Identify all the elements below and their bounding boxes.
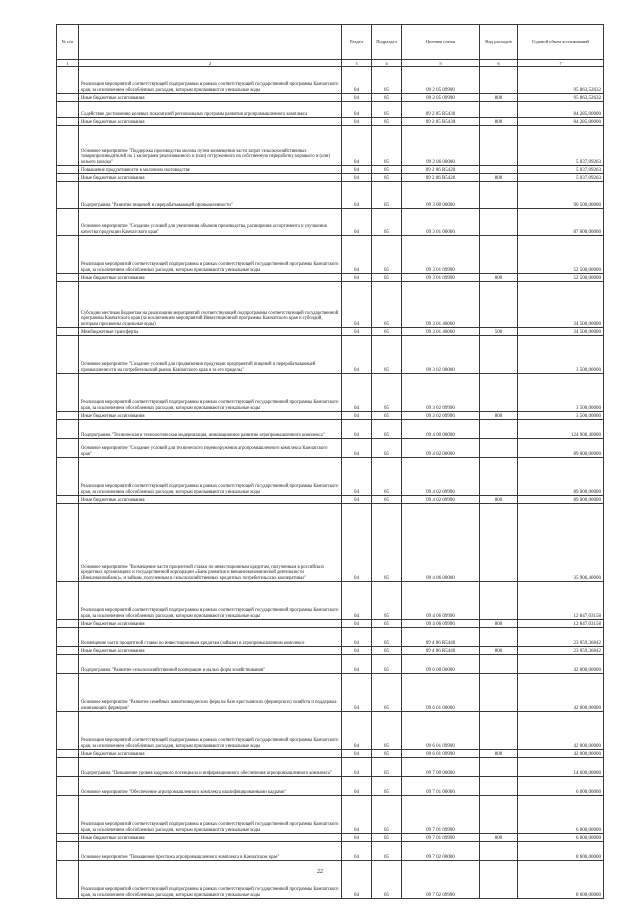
row-podrazdel: 05 [372,236,402,274]
row-amount: 34 500,00000 [518,282,604,328]
row-name: Реализация мероприятий соответствующей подпрограммы в рамках соответствующей государственной программы Камчатского края, за исключением обособленных расходов, которым присваиваются уникальные коды [79,236,342,274]
row-number [57,374,79,412]
row-expense-type [480,712,518,750]
table-body [57,60,604,899]
row-podrazdel: 05 [372,758,402,777]
row-name: Иные бюджетные ассигнования [79,834,342,842]
row-number [57,102,79,118]
table-row [57,282,604,328]
row-number [57,796,79,834]
row-amount: 89 000,00000 [518,496,604,504]
row-number [57,67,79,94]
row-target-article: 09 3 01 40060 [402,282,480,328]
row-number [57,842,79,861]
column-number: 4 [372,60,402,67]
row-number [57,582,79,620]
table-row [57,374,604,412]
row-target-article: 09 3 01 09990 [402,236,480,274]
row-target-article: 09 3 02 09990 [402,412,480,420]
row-amount: 124 906,40000 [518,420,604,439]
row-amount: 89 000,00000 [518,439,604,458]
row-expense-type [480,439,518,458]
row-amount: 42 000,00000 [518,674,604,712]
row-expense-type [480,336,518,374]
row-expense-type [480,209,518,236]
row-name: Возмещение части процентной ставки по инвестиционным кредитам (займам) в агропромышленном комплексе [79,628,342,647]
row-podrazdel: 05 [372,628,402,647]
row-amount: 5 037,09263 [518,166,604,174]
row-expense-type [480,655,518,674]
table-row [57,94,604,102]
row-amount: 5 037,09263 [518,126,604,166]
row-razdel: 04 [342,496,372,504]
row-number [57,94,79,102]
row-razdel: 04 [342,174,372,182]
row-razdel: 04 [342,458,372,496]
row-target-article: 09 7 01 09990 [402,834,480,842]
row-number [57,712,79,750]
row-target-article: 09 2 05 R5430 [402,118,480,126]
row-target-article: 09 2 06 00000 [402,126,480,166]
row-number [57,750,79,758]
row-razdel: 04 [342,94,372,102]
table-header [57,25,604,60]
row-podrazdel: 05 [372,712,402,750]
row-expense-type: 800 [480,620,518,628]
row-number [57,209,79,236]
row-amount: 23 059,36842 [518,647,604,655]
table-row [57,274,604,282]
table-row [57,712,604,750]
row-podrazdel: 05 [372,496,402,504]
row-amount: 90 500,00000 [518,182,604,209]
row-number [57,777,79,796]
row-target-article: 09 4 02 00000 [402,439,480,458]
header-number: № п/п [57,25,79,60]
row-razdel: 04 [342,861,372,899]
row-name: Реализация мероприятий соответствующей подпрограммы в рамках соответствующей государственной программы Камчатского края, за исключением обособленных расходов, которым присваиваются уникальные коды [79,712,342,750]
row-razdel: 04 [342,712,372,750]
row-expense-type: 800 [480,750,518,758]
row-expense-type: 800 [480,94,518,102]
row-podrazdel: 05 [372,174,402,182]
table-row [57,126,604,166]
row-number [57,166,79,174]
row-expense-type [480,628,518,647]
table-row [57,209,604,236]
row-target-article: 09 6 01 09990 [402,712,480,750]
table-row [57,582,604,620]
row-name: Иные бюджетные ассигнования [79,647,342,655]
table-row [57,439,604,458]
table-row [57,174,604,182]
row-podrazdel: 05 [372,582,402,620]
row-podrazdel: 05 [372,655,402,674]
table-row [57,182,604,209]
row-target-article: 09 4 06 R5440 [402,628,480,647]
row-podrazdel: 05 [372,102,402,118]
row-razdel: 04 [342,674,372,712]
row-target-article: 09 7 01 00000 [402,777,480,796]
table-row [57,750,604,758]
table-row [57,166,604,174]
row-name: Межбюджетные трансферты [79,328,342,336]
row-expense-type [480,582,518,620]
row-razdel: 04 [342,628,372,647]
row-target-article: 09 2 05 09990 [402,67,480,94]
row-name: Реализация мероприятий соответствующей подпрограммы в рамках соответствующей государственной программы Камчатского края, за исключением обособленных расходов, которым присваиваются уникальные коды [79,458,342,496]
row-number [57,496,79,504]
row-amount: 89 000,00000 [518,458,604,496]
row-target-article: 09 2 05 R5430 [402,102,480,118]
row-target-article: 09 4 06 R5440 [402,647,480,655]
row-expense-type: 800 [480,412,518,420]
row-target-article: 09 3 01 09990 [402,274,480,282]
row-number [57,236,79,274]
row-expense-type [480,458,518,496]
row-number [57,834,79,842]
row-name: Реализация мероприятий соответствующей подпрограммы в рамках соответствующей государственной программы Камчатского края, за исключением обособленных расходов, которым присваиваются уникальные коды [79,796,342,834]
row-target-article: 09 3 02 09990 [402,374,480,412]
row-amount: 8 600,00000 [518,842,604,861]
row-target-article: 09 3 01 00000 [402,209,480,236]
row-number [57,628,79,647]
header-name [79,25,342,60]
row-razdel: 04 [342,582,372,620]
row-podrazdel: 05 [372,504,402,582]
row-razdel: 04 [342,236,372,274]
row-razdel: 04 [342,439,372,458]
row-number [57,504,79,582]
row-target-article: 09 4 02 09990 [402,458,480,496]
row-podrazdel: 05 [372,94,402,102]
table-row [57,758,604,777]
row-amount: 14 600,00000 [518,758,604,777]
row-name: Основное мероприятие "Развитие семейных животноводческих ферм на базе крестьянских (фермерских) хозяйств и поддержка начинающих фермеров" [79,674,342,712]
row-name: Основное мероприятие "Обеспечение агропромышленного комплекса квалифицированными кадрами" [79,777,342,796]
row-podrazdel: 05 [372,834,402,842]
row-number [57,182,79,209]
row-razdel: 04 [342,102,372,118]
row-target-article: 09 4 06 09990 [402,620,480,628]
table-row [57,620,604,628]
row-podrazdel: 05 [372,282,402,328]
header-target-article: Целевая статья [402,25,480,60]
row-amount: 42 000,00000 [518,712,604,750]
table-row [57,118,604,126]
row-amount: 6 000,00000 [518,834,604,842]
row-amount: 87 000,00000 [518,209,604,236]
row-razdel: 04 [342,336,372,374]
row-podrazdel: 05 [372,126,402,166]
row-amount: 34 500,00000 [518,328,604,336]
row-razdel: 04 [342,274,372,282]
column-numbers-row [57,60,604,67]
row-podrazdel: 05 [372,118,402,126]
row-amount: 52 500,00000 [518,236,604,274]
row-razdel: 04 [342,750,372,758]
row-razdel: 04 [342,647,372,655]
row-amount: 84 285,00000 [518,102,604,118]
row-razdel: 04 [342,620,372,628]
row-target-article: 09 7 02 00000 [402,842,480,861]
row-podrazdel: 05 [372,674,402,712]
table-row [57,628,604,647]
row-number [57,126,79,166]
row-amount: 12 847,03158 [518,620,604,628]
table-row [57,504,604,582]
row-expense-type: 800 [480,174,518,182]
row-number [57,282,79,328]
row-number [57,328,79,336]
row-podrazdel: 05 [372,336,402,374]
row-expense-type [480,166,518,174]
row-amount: 35 906,40000 [518,504,604,582]
row-razdel: 04 [342,842,372,861]
row-expense-type [480,420,518,439]
table-row [57,328,604,336]
row-name: Реализация мероприятий соответствующей подпрограммы в рамках соответствующей государственной программы Камчатского края, за исключением обособленных расходов, которым присваиваются уникальные коды [79,374,342,412]
table-row [57,655,604,674]
row-expense-type: 500 [480,328,518,336]
table-row [57,458,604,496]
row-expense-type [480,504,518,582]
row-number [57,274,79,282]
row-podrazdel: 05 [372,412,402,420]
row-target-article: 09 2 06 R5420 [402,166,480,174]
row-amount: 12 847,03158 [518,582,604,620]
column-number: 6 [480,60,518,67]
row-razdel: 04 [342,758,372,777]
row-podrazdel: 05 [372,328,402,336]
row-razdel: 04 [342,67,372,94]
row-razdel: 04 [342,328,372,336]
row-razdel: 04 [342,282,372,328]
row-amount: 95 863,52632 [518,94,604,102]
row-amount: 23 059,36842 [518,628,604,647]
row-amount: 52 500,00000 [518,274,604,282]
table-row [57,796,604,834]
row-target-article: 09 6 01 00000 [402,674,480,712]
row-number [57,439,79,458]
table-row [57,102,604,118]
row-expense-type: 800 [480,496,518,504]
row-name: Субсидии местным бюджетам на реализацию мероприятий соответствующей подпрограммы соответствующей государственной программы Камчатского края (за исключением мероприятий Инвестиционной программы Камчатского края и субсидий, которым присвоены отдельные коды) [79,282,342,328]
row-number [57,647,79,655]
table-row [57,842,604,861]
row-expense-type [480,758,518,777]
row-number [57,118,79,126]
header-expense-type: Вид расходов [480,25,518,60]
row-amount: 42 000,00000 [518,655,604,674]
row-amount: 3 500,00000 [518,412,604,420]
row-name: Подпрограмма "Развитие пищевой и перерабатывающей промышленности" [79,182,342,209]
row-amount: 95 863,52632 [518,67,604,94]
row-name: Иные бюджетные ассигнования [79,750,342,758]
header-podrazdel: Подраздел [372,25,402,60]
table-row [57,647,604,655]
row-name: Основное мероприятие "Возмещение части процентной ставки по инвестиционным кредитам, полученным в российских кредитных организациях и государственной корпорации «Банк развития и внешнеэкономической деятельности (Внешэкономбанк)», и займам, полученным в сельскохозяйственных кредитных потребительских кооперативах" [79,504,342,582]
column-number: 5 [402,60,480,67]
header-razdel: Раздел [342,25,372,60]
row-number [57,458,79,496]
row-amount: 3 500,00000 [518,336,604,374]
row-number [57,655,79,674]
row-podrazdel: 05 [372,420,402,439]
row-name: Содействие достижению целевых показателей региональных программ развития агропромышленного комплекса [79,102,342,118]
row-name: Основное мероприятие "Создание условий для увеличения объемов производства, расширения ассортимента и улучшения качества продукции Камчатского края" [79,209,342,236]
row-podrazdel: 05 [372,647,402,655]
row-expense-type [480,796,518,834]
row-number [57,674,79,712]
row-expense-type [480,182,518,209]
row-podrazdel: 05 [372,209,402,236]
row-razdel: 04 [342,777,372,796]
row-name: Реализация мероприятий соответствующей подпрограммы в рамках соответствующей государственной программы Камчатского края, за исключением обособленных расходов, которым присваиваются уникальные коды [79,67,342,94]
row-name: Подпрограмма "Развитие сельскохозяйственной кооперации и малых форм хозяйствования" [79,655,342,674]
row-target-article: 09 3 00 00000 [402,182,480,209]
row-expense-type [480,67,518,94]
row-name: Основное мероприятие "Создание условий для продвижения продукции предприятий пищевой и перерабатывающей промышленности на потребительский рынок Камчатского края и за его пределы" [79,336,342,374]
row-target-article: 09 4 06 00000 [402,504,480,582]
row-razdel: 04 [342,166,372,174]
row-number [57,336,79,374]
row-podrazdel: 05 [372,861,402,899]
row-expense-type [480,674,518,712]
table-row [57,861,604,899]
row-podrazdel: 05 [372,458,402,496]
row-expense-type [480,102,518,118]
row-amount: 6 000,00000 [518,796,604,834]
row-razdel: 04 [342,374,372,412]
row-razdel: 04 [342,209,372,236]
row-podrazdel: 05 [372,374,402,412]
row-podrazdel: 05 [372,796,402,834]
row-razdel: 04 [342,420,372,439]
row-name: Реализация мероприятий соответствующей подпрограммы в рамках соответствующей государственной программы Камчатского края, за исключением обособленных расходов, которым присваиваются уникальные коды [79,861,342,899]
row-razdel: 04 [342,796,372,834]
row-target-article: 09 6 01 09990 [402,750,480,758]
row-expense-type: 800 [480,118,518,126]
row-target-article: 09 4 00 00000 [402,420,480,439]
row-number [57,620,79,628]
row-amount: 3 500,00000 [518,374,604,412]
row-podrazdel: 05 [372,182,402,209]
row-target-article: 09 7 00 00000 [402,758,480,777]
row-name: Подпрограмма "Техническая и технологическая модернизация, инновационное развитие агропромышленного комплекса" [79,420,342,439]
row-expense-type [480,777,518,796]
column-number: 7 [518,60,604,67]
row-name: Основное мероприятие "Создание условий для технического перевооружения агропромышленного комплекса Камчатского края" [79,439,342,458]
row-name: Иные бюджетные ассигнования [79,496,342,504]
table-row [57,420,604,439]
row-name: Повышение продуктивности в молочном скотоводстве [79,166,342,174]
row-name: Подпрограмма "Повышение уровня кадрового потенциала и информационного обеспечения агропромышленного комплекса" [79,758,342,777]
row-razdel: 04 [342,118,372,126]
row-amount: 6 000,00000 [518,777,604,796]
table-row [57,777,604,796]
column-number: 1 [57,60,79,67]
table-row [57,67,604,94]
row-podrazdel: 05 [372,274,402,282]
column-number: 3 [342,60,372,67]
row-podrazdel: 05 [372,750,402,758]
row-amount: 42 000,00000 [518,750,604,758]
page-number: 22 [317,869,323,875]
budget-table [56,24,604,899]
header-annual-amount: Годовой объем ассигнований [518,25,604,60]
row-name: Иные бюджетные ассигнования [79,174,342,182]
row-razdel: 04 [342,834,372,842]
row-podrazdel: 05 [372,620,402,628]
table-row [57,336,604,374]
row-number [57,420,79,439]
column-number: 2 [79,60,342,67]
row-expense-type [480,126,518,166]
row-expense-type: 800 [480,274,518,282]
row-amount: 84 285,00000 [518,118,604,126]
row-expense-type [480,374,518,412]
row-target-article: 09 3 01 40060 [402,328,480,336]
row-name: Основное мероприятие "Поддержка производства молока путем возмещения части затрат сельскохозяйственных товаропроизводителей на 1 килограмм реализованного и (или) отгруженного на собственную переработку коровьего и (или) козьего молока" [79,126,342,166]
row-target-article: 09 3 02 00000 [402,336,480,374]
row-razdel: 04 [342,504,372,582]
row-target-article: 09 4 02 09990 [402,496,480,504]
row-expense-type [480,282,518,328]
row-podrazdel: 05 [372,439,402,458]
row-podrazdel: 05 [372,842,402,861]
row-amount: 5 037,09263 [518,174,604,182]
row-target-article: 09 2 05 09990 [402,94,480,102]
row-target-article: 09 2 06 R5420 [402,174,480,182]
row-name: Иные бюджетные ассигнования [79,412,342,420]
row-podrazdel: 05 [372,166,402,174]
table-row [57,412,604,420]
row-number [57,758,79,777]
row-podrazdel: 05 [372,777,402,796]
row-number [57,174,79,182]
row-name: Иные бюджетные ассигнования [79,274,342,282]
row-expense-type [480,861,518,899]
row-razdel: 04 [342,182,372,209]
row-target-article: 09 7 01 09990 [402,796,480,834]
row-razdel: 04 [342,412,372,420]
row-name: Основное мероприятие "Повышение престижа агропромышленного комплекса в Камчатском крае" [79,842,342,861]
row-razdel: 04 [342,655,372,674]
row-name: Реализация мероприятий соответствующей подпрограммы в рамках соответствующей государственной программы Камчатского края, за исключением обособленных расходов, которым присваиваются уникальные коды [79,582,342,620]
row-name: Иные бюджетные ассигнования [79,620,342,628]
table-row [57,674,604,712]
row-expense-type [480,236,518,274]
row-number [57,861,79,899]
row-name: Иные бюджетные ассигнования [79,118,342,126]
row-expense-type: 800 [480,834,518,842]
row-number [57,412,79,420]
row-expense-type: 800 [480,647,518,655]
row-amount: 8 600,00000 [518,861,604,899]
row-target-article: 09 4 06 09990 [402,582,480,620]
row-razdel: 04 [342,126,372,166]
table-row [57,834,604,842]
row-target-article: 09 7 02 09990 [402,861,480,899]
row-name: Иные бюджетные ассигнования [79,94,342,102]
row-target-article: 09 6 00 00000 [402,655,480,674]
table-row [57,496,604,504]
row-expense-type [480,842,518,861]
row-podrazdel: 05 [372,67,402,94]
table-row [57,236,604,274]
